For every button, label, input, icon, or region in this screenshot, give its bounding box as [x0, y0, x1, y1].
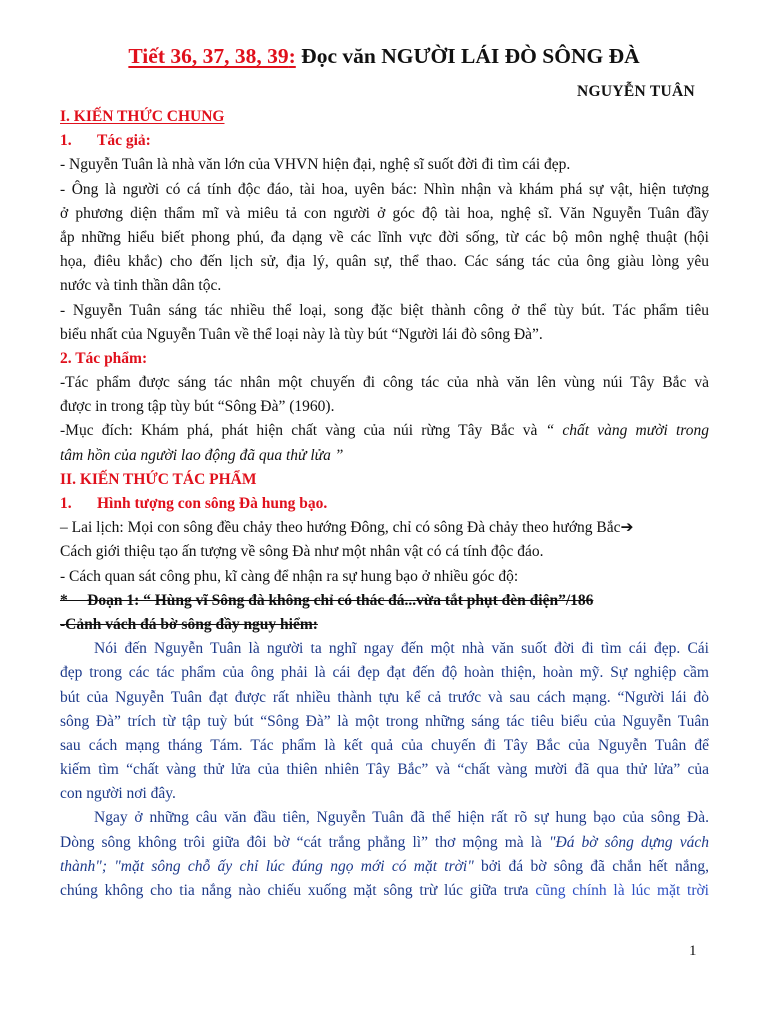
essay-line: sau cách mạng tháng Tám. Tác phẩm là kết quả của chuyến đi Tây Bắc của Nguyễn Tuân để	[60, 736, 709, 754]
section1-heading: I. KIẾN THỨC CHUNG	[60, 108, 225, 125]
section1-sub2: 2. Tác phẩm:	[60, 349, 148, 367]
text-line: -Tác phẩm được sáng tác nhân một chuyến đi công tác của nhà văn lên vùng núi Tây Bắc và	[60, 374, 709, 392]
text-line: họa, điêu khắc) cho đến lịch sử, địa lý, quân sự, thể thao. Các sáng tác của ông giàu lòng yêu	[60, 253, 709, 271]
struck-heading-2: -Cảnh vách đá bờ sông đầy nguy hiểm:	[60, 615, 318, 633]
arrow-icon: ➔	[620, 519, 634, 537]
document-body	[60, 105, 709, 903]
essay-line	[60, 879, 709, 903]
purpose-quote-2: tâm hồn của người lao động đã qua thử lửa ”	[60, 446, 344, 464]
text-line: - Cách quan sát công phu, kĩ càng để nhận ra sự hung bạo ở nhiều góc độ:	[60, 567, 519, 585]
essay-highlight: cũng chính là lúc mặt trời	[535, 882, 709, 899]
essay-text: bởi đá bờ sông đã chắn hết nắng,	[473, 857, 709, 875]
essay-quote: thành"; "mặt sông chỗ ấy chỉ lúc đúng ngọ mới có mặt trời"	[60, 857, 474, 875]
purpose-line-2	[60, 444, 709, 468]
page-number: 1	[689, 943, 697, 959]
purpose-prefix: -Mục đích: Khám phá, phát hiện chất vàng của núi rừng Tây Bắc và	[60, 422, 546, 440]
origin-line	[60, 516, 709, 540]
essay-line	[60, 855, 709, 879]
essay-line: con người nơi đây.	[60, 785, 176, 803]
author-name: NGUYỄN TUÂN	[577, 83, 695, 100]
origin-text: – Lai lịch: Mọi con sông đều chảy theo hướng Đông, chỉ có sông Đà chảy theo hướng Bắc	[60, 519, 621, 537]
text-line: ắp những hiểu biết phong phú, đa dạng về các lĩnh vực đời sống, từ các bộ môn nghệ thuật (hội	[60, 228, 709, 246]
page-title	[0, 44, 768, 69]
essay-quote: "Đá bờ sông dựng vách	[549, 833, 709, 851]
text-line: - Nguyễn Tuân sáng tác nhiều thể loại, song đặc biệt thành công ở thể tùy bút. Tác phẩm tiêu	[60, 301, 709, 319]
text-line: - Ông là người có cá tính độc đáo, tài hoa, uyên bác: Nhìn nhận và khám phá sự vật, hiện tượng	[60, 180, 709, 198]
essay-line: bút của Nguyễn Tuân đạt được rất nhiều thành tựu kể cả trước và sau cách mạng. “Người lái đò	[60, 688, 709, 706]
section2-sub1-number: 1.	[60, 495, 72, 512]
text-line: biểu nhất của Nguyễn Tuân về thể loại này là tùy bút “Người lái đò sông Đà”.	[60, 325, 543, 343]
text-line: ở phương diện thẩm mĩ và miêu tả con người ở góc độ tài hoa, nghệ sĩ. Văn Nguyễn Tuân đầy	[60, 204, 709, 222]
struck-heading-1: * Đoạn 1: “ Hùng vĩ Sông đà không chỉ có thác đá...vừa tắt phụt đèn điện”/186	[60, 591, 594, 609]
essay-line: Ngay ở những câu văn đầu tiên, Nguyễn Tuân đã thể hiện rất rõ sự hung bạo của sông Đà.	[94, 809, 709, 827]
essay-line: Nói đến Nguyễn Tuân là người ta nghĩ ngay đến một nhà văn suốt đời đi tìm cái đẹp. Cái	[94, 640, 709, 658]
section1-sub1-label: Tác giả:	[97, 132, 151, 150]
section2-sub1-label: Hình tượng con sông Đà hung bạo.	[97, 495, 328, 512]
text-line: nước và tinh thần dân tộc.	[60, 277, 222, 295]
lesson-numbers: Tiết 36, 37, 38, 39	[128, 44, 289, 68]
title-text: Đọc văn NGƯỜI LÁI ĐÒ SÔNG ĐÀ	[295, 44, 640, 68]
text-line: - Nguyễn Tuân là nhà văn lớn của VHVN hiện đại, nghệ sĩ suốt đời đi tìm cái đẹp.	[60, 156, 571, 174]
section1-sub1	[60, 129, 709, 153]
section1-sub1-number: 1.	[60, 132, 72, 150]
purpose-line	[60, 419, 709, 443]
essay-line: kiếm tìm “chất vàng thử lửa của thiên nhiên Tây Bắc” và “chất vàng mười đã qua thử lửa” của	[60, 761, 709, 779]
section2-sub1	[60, 492, 709, 516]
essay-line	[60, 831, 709, 855]
essay-text: chúng không cho tia nắng nào chiếu xuống mặt sông trừ lúc giữa trưa	[60, 882, 536, 899]
essay-line: đẹp trong các tác phẩm của ông phải là cái đẹp đạt đến độ hoàn thiện, hoàn mỹ. Sự nghiệp cầm	[60, 664, 709, 682]
section2-heading: II. KIẾN THỨC TÁC PHẨM	[60, 470, 257, 488]
purpose-quote-1: “ chất vàng mười trong	[545, 422, 709, 440]
title-colon: :	[288, 44, 296, 68]
essay-text: Dòng sông không trôi giữa đôi bờ “cát trắng phẳng lì” thơ mộng mà là	[60, 833, 549, 851]
text-line: Cách giới thiệu tạo ấn tượng về sông Đà như một nhân vật có cá tính độc đáo.	[60, 543, 544, 561]
text-line: được in trong tập tùy bút “Sông Đà” (1960).	[60, 398, 335, 416]
essay-line: sông Đà” trích từ tập tuỳ bút “Sông Đà” là một trong những sáng tác tiêu biểu của Nguyễn Tuân	[60, 712, 709, 730]
